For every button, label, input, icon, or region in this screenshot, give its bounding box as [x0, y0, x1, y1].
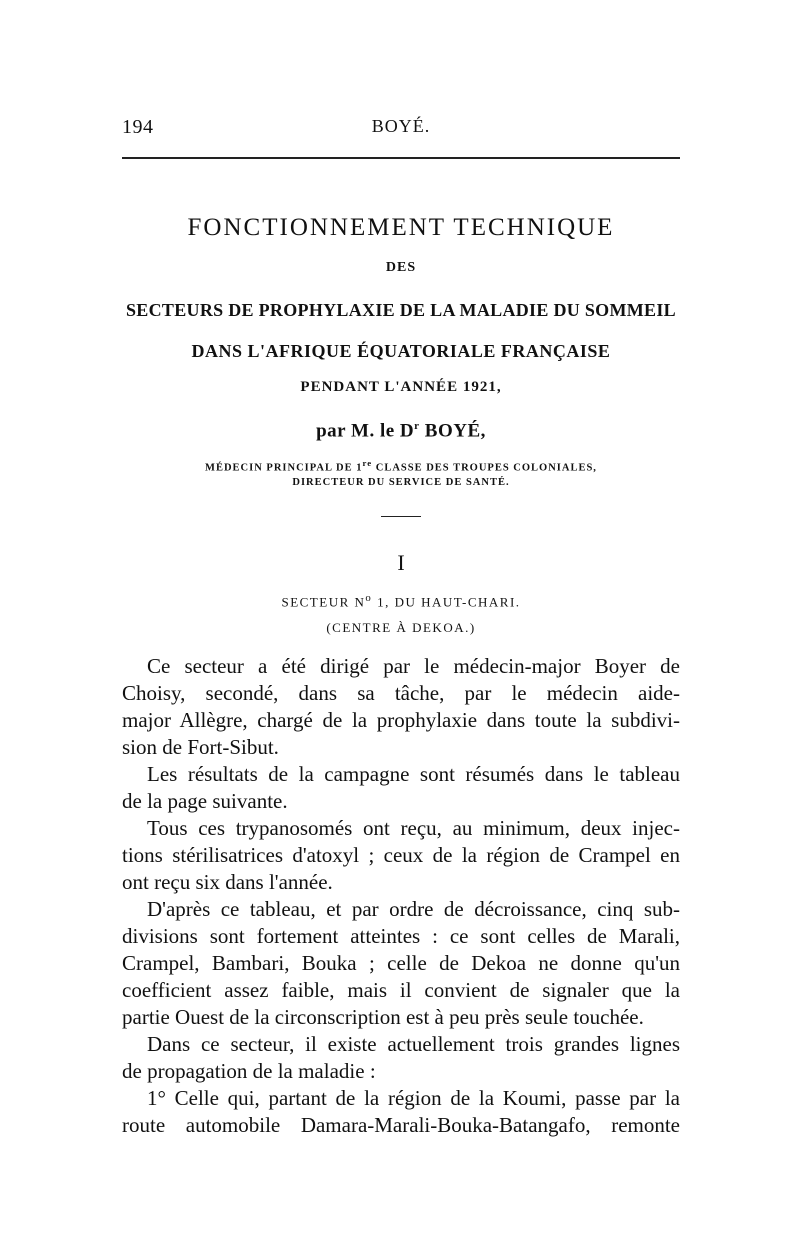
body-line: D'après ce tableau, et par ordre de décroissance, cinq sub- — [147, 897, 680, 921]
affiliation-post: CLASSE DES TROUPES COLONIALES, — [372, 462, 597, 474]
body-line: Tous ces trypanosomés ont reçu, au minimum, deux injec- — [147, 816, 680, 840]
section-heading — [122, 592, 680, 610]
section-subheading: (CENTRE À DEKOA.) — [326, 620, 476, 635]
body-line: divisions sont fortement atteintes : ce sont celles de Marali, — [122, 924, 680, 948]
body-line: de la page suivante. — [122, 789, 288, 813]
section-heading-pre: SECTEUR N — [281, 594, 366, 610]
author-prefix: par M. le D — [316, 420, 415, 442]
body-line: Choisy, secondé, dans sa tâche, par le médecin aide- — [122, 681, 680, 705]
page-number: 194 — [122, 116, 154, 138]
title-line-secteurs: SECTEURS DE PROPHYLAXIE DE LA MALADIE DU SOMMEIL — [126, 300, 676, 320]
section-divider — [381, 516, 421, 517]
article-title: FONCTIONNEMENT TECHNIQUE — [187, 214, 615, 241]
body-line: de propagation de la maladie : — [122, 1059, 376, 1083]
body-line: Crampel, Bambari, Bouka ; celle de Dekoa ne donne qu'un — [122, 951, 680, 975]
body-line: Dans ce secteur, il existe actuellement trois grandes lignes — [147, 1032, 680, 1056]
body-line: route automobile Damara-Marali-Bouka-Batangafo, remonte — [122, 1113, 680, 1137]
author-line — [122, 420, 680, 442]
header-rule — [122, 157, 680, 159]
section-number: I — [397, 550, 405, 575]
body-line: ont reçu six dans l'année. — [122, 870, 333, 894]
affiliation-pre: MÉDECIN PRINCIPAL DE 1 — [205, 462, 363, 474]
section-heading-post: 1, DU HAUT-CHARI. — [372, 594, 521, 610]
author-sup: r — [414, 420, 420, 432]
body-line: Ce secteur a été dirigé par le médecin-major Boyer de — [147, 654, 680, 678]
body-line: major Allègre, chargé de la prophylaxie dans toute la subdivi- — [122, 708, 680, 732]
title-line-afrique: DANS L'AFRIQUE ÉQUATORIALE FRANÇAISE — [191, 341, 611, 361]
running-title: BOYÉ. — [371, 116, 431, 136]
body-line: 1° Celle qui, partant de la région de la Koumi, passe par la — [147, 1086, 680, 1110]
title-line-annee: PENDANT L'ANNÉE 1921, — [300, 379, 502, 395]
body-line: sion de Fort-Sibut. — [122, 735, 279, 759]
affiliation-sup: re — [362, 458, 373, 468]
running-head — [122, 116, 680, 140]
affiliation-line-1 — [122, 458, 680, 474]
author-name: BOYÉ, — [419, 420, 486, 442]
body-line: tions stérilisatrices d'atoxyl ; ceux de la région de Crampel en — [122, 843, 680, 867]
body-line: partie Ouest de la circonscription est à peu près seule touchée. — [122, 1005, 644, 1029]
body-line: coefficient assez faible, mais il convient de signaler que la — [122, 978, 680, 1002]
title-line-des: DES — [385, 260, 417, 275]
affiliation-line-2: DIRECTEUR DU SERVICE DE SANTÉ. — [292, 477, 510, 488]
body-line: Les résultats de la campagne sont résumés dans le tableau — [147, 762, 680, 786]
section-heading-sup: o — [365, 592, 373, 604]
